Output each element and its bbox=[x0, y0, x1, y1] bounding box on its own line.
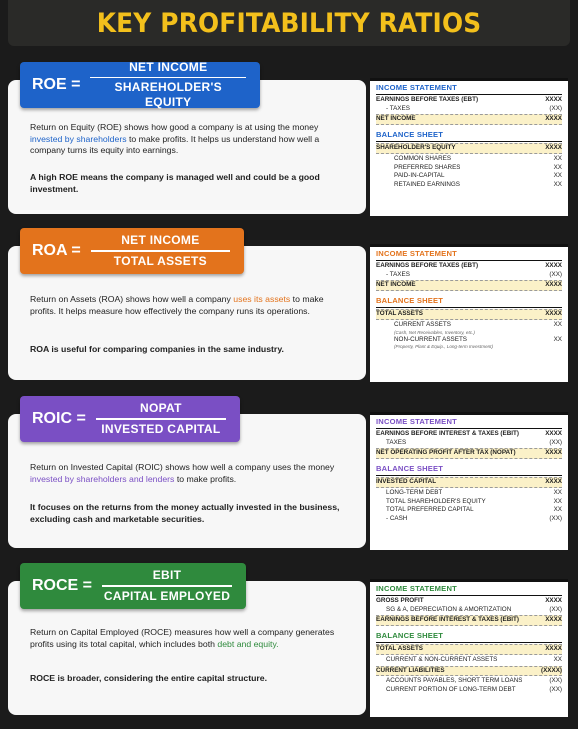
roe-section bbox=[0, 59, 578, 220]
statement-row bbox=[376, 280, 562, 291]
statement-heading: INCOME STATEMENT bbox=[376, 417, 562, 429]
roe-ratio-name: ROE = bbox=[32, 76, 81, 93]
statement-heading: INCOME STATEMENT bbox=[376, 249, 562, 261]
roe-denominator: SHAREHOLDER'S EQUITY bbox=[114, 80, 222, 110]
statement-row bbox=[376, 172, 562, 181]
row-value: XXXX bbox=[545, 115, 562, 123]
statement-subnote: (Property, Plant & Equip., Long-term Investment) bbox=[394, 344, 493, 350]
roce-note: ROCE is broader, considering the entire capital structure. bbox=[30, 673, 268, 683]
row-value: XXXX bbox=[545, 310, 562, 318]
row-label: EARNINGS BEFORE INTEREST & TAXES (EBIT) bbox=[376, 430, 519, 437]
title-banner bbox=[8, 0, 570, 46]
row-label: PAID-IN-CAPITAL bbox=[394, 172, 445, 180]
roic-denominator: INVESTED CAPITAL bbox=[101, 421, 221, 436]
roe-highlight: invested by shareholders bbox=[30, 133, 127, 144]
roce-section bbox=[0, 563, 578, 721]
row-label: COMMON SHARES bbox=[394, 154, 452, 162]
row-label: TOTAL ASSETS bbox=[376, 310, 423, 318]
roe-description: Return on Equity (ROE) shows how good a company is at using the money invested by shareholders to make profits. It helps us understand how well a company turns its equity into earnings. bbox=[30, 122, 320, 155]
row-value: XX bbox=[553, 163, 562, 171]
roic-note: It focuses on the returns from the money actually invested in the business, excluding cash and marketable securities. bbox=[30, 502, 340, 524]
roic-numerator: NOPAT bbox=[140, 401, 182, 416]
fraction-bar bbox=[91, 250, 230, 252]
row-value: XX bbox=[553, 172, 562, 180]
roe-fraction bbox=[90, 60, 260, 111]
fraction-bar bbox=[102, 585, 232, 587]
row-value: (XX) bbox=[549, 104, 562, 112]
statement-row bbox=[376, 114, 562, 125]
roce-fraction bbox=[102, 568, 246, 604]
roic-description: Return on Invested Capital (ROIC) shows how well a company uses the money invested by shareholders and lenders to make profits. bbox=[30, 462, 335, 484]
roce-financial-statement bbox=[370, 579, 568, 717]
statement-row bbox=[376, 309, 562, 320]
row-value: XXXX bbox=[545, 262, 562, 269]
row-label: - TAXES bbox=[386, 270, 410, 278]
statement-heading: BALANCE SHEET bbox=[376, 296, 562, 308]
statement-heading: INCOME STATEMENT bbox=[376, 83, 562, 95]
statement-row bbox=[376, 597, 562, 606]
row-label: NON-CURRENT ASSETS bbox=[394, 335, 468, 343]
statement-row bbox=[376, 489, 562, 498]
roa-numerator: NET INCOME bbox=[121, 233, 200, 248]
row-label: NET OPERATING PROFIT AFTER TAX (NOPAT) bbox=[376, 449, 516, 457]
row-label: CURRENT & NON-CURRENT ASSETS bbox=[386, 655, 498, 663]
row-value: (XX) bbox=[549, 685, 562, 693]
row-value: XXXX bbox=[545, 616, 562, 624]
statement-heading: BALANCE SHEET bbox=[376, 631, 562, 643]
roic-formula-box bbox=[20, 396, 240, 442]
row-label: NET INCOME bbox=[376, 115, 416, 123]
statement-row bbox=[376, 262, 562, 271]
statement-row bbox=[376, 96, 562, 105]
roa-note: ROA is useful for comparing companies in the same industry. bbox=[30, 344, 284, 354]
statement-row bbox=[376, 321, 562, 330]
row-label: EARNINGS BEFORE TAXES (EBT) bbox=[376, 262, 479, 269]
row-label: EARNINGS BEFORE INTEREST & TAXES (EBIT) bbox=[376, 616, 519, 624]
roa-ratio-name: ROA = bbox=[32, 242, 81, 259]
row-value: XXXX bbox=[545, 281, 562, 289]
row-label: TAXES bbox=[386, 438, 407, 446]
roa-fraction bbox=[91, 233, 244, 269]
roic-highlight: invested by shareholders and lenders bbox=[30, 473, 175, 484]
row-label: TOTAL ASSETS bbox=[376, 645, 423, 653]
roa-section bbox=[0, 228, 578, 386]
statement-heading: INCOME STATEMENT bbox=[376, 584, 562, 596]
row-label: GROSS PROFIT bbox=[376, 597, 424, 604]
statement-row bbox=[376, 606, 562, 615]
fraction-bar bbox=[96, 418, 226, 420]
roce-numerator: EBIT bbox=[152, 568, 182, 583]
row-label: PREFERRED SHARES bbox=[394, 163, 461, 171]
roe-financial-statement bbox=[370, 78, 568, 216]
statement-row bbox=[376, 336, 562, 345]
statement-row bbox=[376, 439, 562, 448]
statement-row bbox=[376, 515, 562, 524]
roa-financial-statement bbox=[370, 244, 568, 382]
row-value: XX bbox=[553, 488, 562, 496]
statement-row bbox=[376, 143, 562, 154]
statement-row bbox=[376, 666, 562, 677]
row-value: XXXX bbox=[545, 478, 562, 486]
row-value: XX bbox=[553, 180, 562, 188]
row-label: CURRENT LIABILITIES bbox=[376, 666, 445, 674]
row-value: (XX) bbox=[549, 514, 562, 522]
row-label: TOTAL SHAREHOLDER'S EQUITY bbox=[386, 497, 486, 505]
statement-row bbox=[376, 430, 562, 439]
statement-row bbox=[376, 477, 562, 488]
row-value: XX bbox=[553, 655, 562, 663]
roa-formula-box bbox=[20, 228, 244, 274]
roa-highlight: uses its assets bbox=[233, 294, 291, 304]
statement-row bbox=[376, 271, 562, 280]
statement-heading: BALANCE SHEET bbox=[376, 464, 562, 476]
roic-fraction bbox=[96, 401, 240, 437]
row-label: ACCOUNTS PAYABLES, SHORT TERM LOANS bbox=[386, 677, 523, 685]
statement-heading: BALANCE SHEET bbox=[376, 130, 562, 142]
roe-numerator: NET INCOME bbox=[129, 59, 208, 74]
row-value: (XX) bbox=[549, 605, 562, 613]
roe-note: A high ROE means the company is managed well and could be a good investment. bbox=[30, 172, 320, 194]
roce-description: Return on Capital Employed (ROCE) measures how well a company generates profits using its total capital, which includes both debt and equity. bbox=[30, 627, 335, 649]
row-value: XXXX bbox=[545, 645, 562, 653]
row-label: - CASH bbox=[386, 514, 408, 522]
row-label: INVESTED CAPITAL bbox=[376, 478, 437, 486]
row-label: LONG-TERM DEBT bbox=[386, 488, 443, 496]
statement-subnote: (Cash, Net Receivables, Inventory, etc.) bbox=[394, 329, 475, 335]
row-label: SHAREHOLDER'S EQUITY bbox=[376, 144, 456, 152]
row-value: XX bbox=[553, 506, 562, 514]
row-value: (XX) bbox=[549, 677, 562, 685]
roce-highlight: debt and equity. bbox=[217, 638, 279, 649]
page-title: KEY PROFITABILITY RATIOS bbox=[96, 7, 482, 39]
statement-row bbox=[376, 686, 562, 695]
row-value: XXXX bbox=[545, 449, 562, 457]
roce-formula-box bbox=[20, 563, 246, 609]
statement-row bbox=[376, 615, 562, 626]
row-label: EARNINGS BEFORE TAXES (EBT) bbox=[376, 96, 479, 103]
row-value: XX bbox=[553, 154, 562, 162]
statement-row bbox=[376, 164, 562, 173]
statement-row bbox=[376, 181, 562, 190]
statement-row bbox=[376, 656, 562, 665]
row-value: (XX) bbox=[549, 270, 562, 278]
row-label: CURRENT ASSETS bbox=[394, 320, 451, 328]
row-label: CURRENT PORTION OF LONG-TERM DEBT bbox=[386, 685, 516, 693]
row-value: XXXX bbox=[545, 144, 562, 152]
row-label: - TAXES bbox=[386, 104, 410, 112]
row-label: NET INCOME bbox=[376, 281, 416, 289]
statement-row bbox=[376, 677, 562, 686]
roce-ratio-name: ROCE = bbox=[32, 577, 93, 594]
roa-description: Return on Assets (ROA) shows how well a company uses its assets to make profits. It helps measure how effectively the company runs its operations. bbox=[30, 294, 324, 316]
statement-row bbox=[376, 506, 562, 515]
roic-section bbox=[0, 396, 578, 554]
roic-ratio-name: ROIC = bbox=[32, 410, 86, 427]
row-value: XX bbox=[553, 335, 562, 343]
row-value: (XX) bbox=[549, 438, 562, 446]
row-label: SG & A, DEPRECIATION & AMORTIZATION bbox=[386, 605, 512, 613]
statement-row bbox=[376, 448, 562, 459]
roce-denominator: CAPITAL EMPLOYED bbox=[103, 588, 231, 603]
roe-formula-box bbox=[20, 59, 260, 110]
row-label: RETAINED EARNINGS bbox=[394, 180, 461, 188]
row-value: XX bbox=[553, 497, 562, 505]
statement-row bbox=[376, 498, 562, 507]
row-value: XXXX bbox=[545, 597, 562, 604]
fraction-bar bbox=[90, 77, 246, 79]
row-value: XXXX bbox=[545, 96, 562, 103]
row-value: XXXX bbox=[545, 430, 562, 437]
row-label: TOTAL PREFERRED CAPITAL bbox=[386, 506, 474, 514]
statement-row bbox=[376, 105, 562, 114]
row-value: XX bbox=[553, 320, 562, 328]
statement-row bbox=[376, 155, 562, 164]
statement-row bbox=[376, 644, 562, 655]
roic-financial-statement bbox=[370, 412, 568, 550]
roa-denominator: TOTAL ASSETS bbox=[113, 253, 207, 268]
row-value: (XXXX) bbox=[541, 666, 562, 674]
